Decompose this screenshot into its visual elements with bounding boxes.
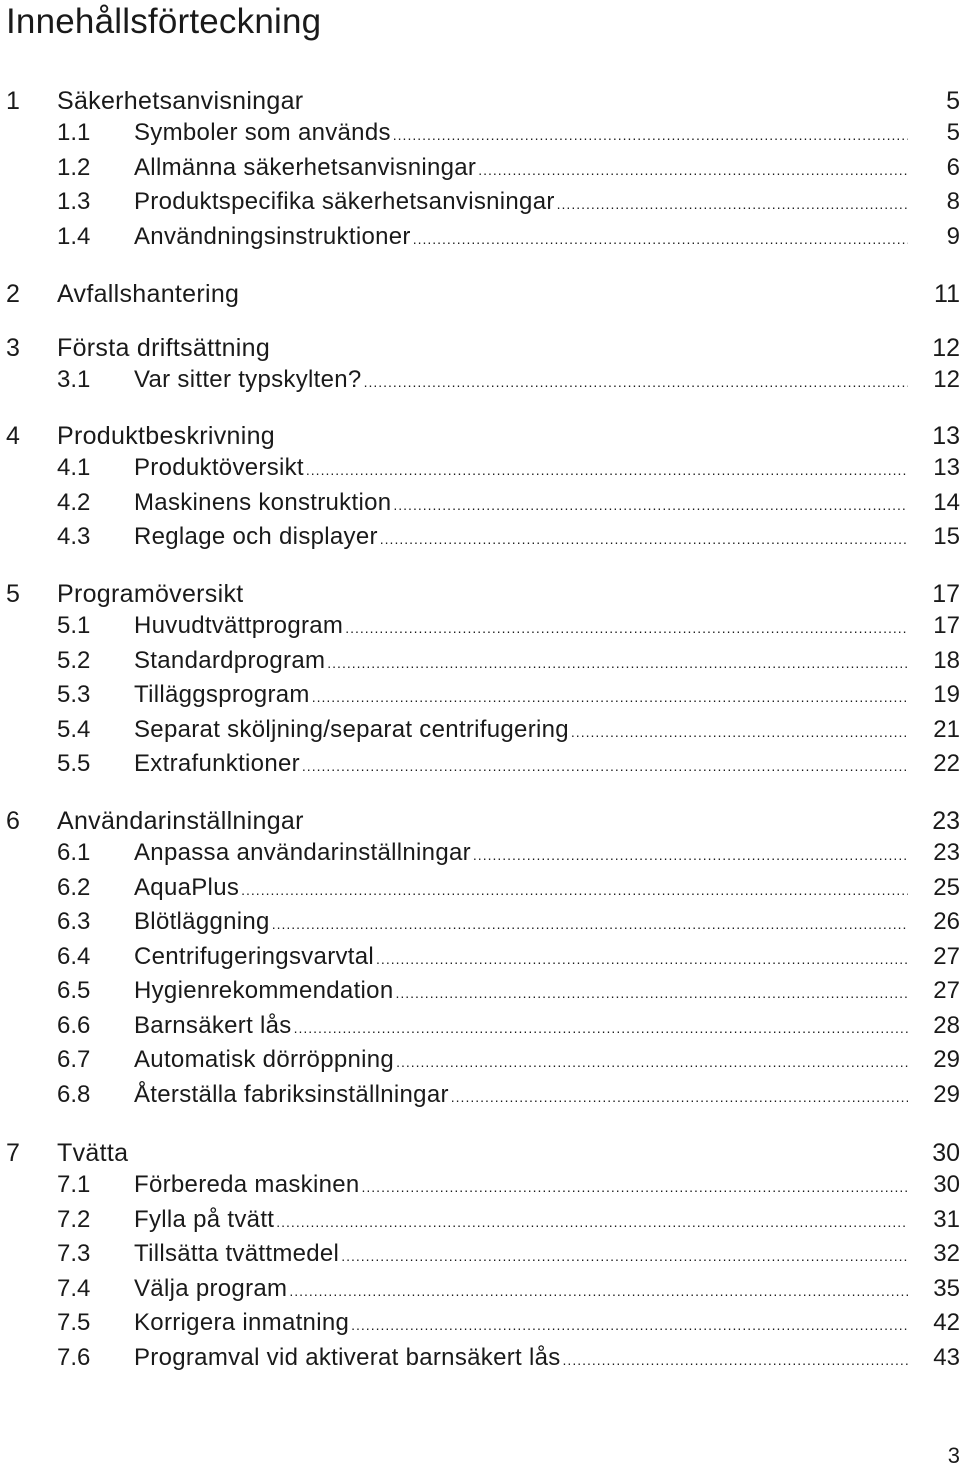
- chapter-number: 3: [6, 334, 20, 362]
- section-leader: [134, 1272, 908, 1308]
- chapter-page-number: 11: [934, 280, 960, 308]
- dot-leader: [563, 1343, 908, 1377]
- section-number: 1.1: [57, 119, 91, 146]
- toc-section-entry[interactable]: [0, 1168, 960, 1202]
- section-leader: [134, 185, 908, 221]
- chapter-title: Programöversikt: [57, 580, 244, 608]
- section-page-number: 18: [933, 646, 960, 674]
- chapter-page-number: 23: [932, 807, 960, 835]
- section-leader: [134, 609, 908, 645]
- section-title: Maskinens konstruktion: [134, 488, 392, 516]
- chapter-title: Första driftsättning: [57, 334, 271, 362]
- section-number: 7.3: [57, 1240, 91, 1267]
- section-leader: [134, 1306, 908, 1342]
- section-number: 6.4: [57, 942, 91, 970]
- section-leader: [134, 747, 908, 783]
- chapter-page-number: 12: [932, 334, 960, 362]
- section-number: 5.3: [57, 681, 91, 708]
- section-title: AquaPlus: [134, 873, 240, 901]
- toc-section-entry[interactable]: [0, 871, 960, 905]
- dot-leader: [393, 488, 908, 522]
- section-title: Programval vid aktiverat barnsäkert lås: [134, 1343, 561, 1371]
- toc-chapter-entry[interactable]: [0, 84, 960, 118]
- toc-chapter-entry[interactable]: [0, 1136, 960, 1170]
- dot-leader: [306, 453, 908, 487]
- section-number: 7.5: [57, 1309, 91, 1336]
- section-number: 6.7: [57, 1046, 91, 1073]
- toc-section-entry[interactable]: [0, 1306, 960, 1340]
- section-title: Separat sköljning/separat centrifugering: [134, 715, 569, 743]
- toc-section-entry[interactable]: [0, 836, 960, 870]
- toc-section-entry[interactable]: [0, 678, 960, 712]
- section-title: Reglage och displayer: [134, 523, 378, 550]
- section-title: Tilläggsprogram: [134, 681, 310, 708]
- section-number: 5.5: [57, 750, 91, 777]
- chapter-page-number: 5: [946, 87, 960, 115]
- dot-leader: [376, 942, 908, 976]
- page-number: 3: [947, 1443, 960, 1468]
- section-leader: [134, 974, 908, 1010]
- section-number: 1.4: [57, 222, 91, 250]
- section-page-number: 27: [933, 942, 960, 970]
- section-page-number: 25: [933, 873, 960, 901]
- section-title: Anpassa användarinställningar: [134, 839, 471, 866]
- section-page-number: 14: [933, 488, 960, 516]
- section-number: 7.4: [57, 1274, 91, 1302]
- dot-leader: [345, 611, 908, 645]
- chapter-page-number: 30: [932, 1139, 960, 1167]
- section-number: 3.1: [57, 366, 91, 393]
- chapter-page-number: 13: [932, 422, 960, 450]
- toc-section-entry[interactable]: [0, 220, 960, 254]
- section-page-number: 22: [933, 750, 960, 777]
- section-title: Hygienrekommendation: [134, 977, 394, 1004]
- section-title: Standardprogram: [134, 646, 326, 674]
- chapter-page-number: 17: [932, 580, 960, 608]
- section-number: 1.3: [57, 188, 91, 215]
- section-number: 5.4: [57, 715, 91, 743]
- toc-section-entry[interactable]: [0, 1043, 960, 1077]
- section-title: Förbereda maskinen: [134, 1171, 360, 1198]
- chapter-number: 7: [6, 1139, 20, 1167]
- section-page-number: 31: [933, 1205, 960, 1233]
- section-leader: [134, 905, 908, 941]
- section-number: 7.2: [57, 1205, 91, 1233]
- toc-section-entry[interactable]: [0, 363, 960, 397]
- dot-leader: [276, 1205, 908, 1239]
- section-leader: [134, 678, 908, 714]
- chapter-number: 2: [6, 280, 20, 308]
- dot-leader: [351, 1308, 908, 1342]
- section-leader: [134, 1078, 908, 1114]
- section-number: 6.5: [57, 977, 91, 1004]
- section-number: 4.2: [57, 488, 91, 516]
- toc-section-entry[interactable]: [0, 1203, 960, 1237]
- section-number: 6.1: [57, 839, 91, 866]
- dot-leader: [478, 153, 908, 187]
- section-leader: [134, 836, 908, 872]
- toc-section-entry[interactable]: [0, 905, 960, 939]
- section-title: Symboler som används: [134, 119, 391, 146]
- section-number: 6.3: [57, 908, 91, 935]
- section-title: Fylla på tvätt: [134, 1205, 275, 1233]
- section-title: Automatisk dörröppning: [134, 1046, 395, 1073]
- section-number: 4.1: [57, 454, 91, 481]
- section-page-number: 27: [933, 977, 960, 1004]
- toc-section-entry[interactable]: [0, 1078, 960, 1112]
- section-title: Återställa fabriksinställningar: [134, 1080, 449, 1108]
- section-leader: [134, 1237, 908, 1273]
- dot-leader: [294, 1011, 908, 1045]
- dot-leader: [312, 680, 908, 714]
- section-page-number: 8: [946, 188, 960, 215]
- toc-section-entry[interactable]: [0, 1272, 960, 1306]
- section-page-number: 26: [933, 908, 960, 935]
- toc-section-entry[interactable]: [0, 747, 960, 781]
- section-number: 5.2: [57, 646, 91, 674]
- toc-chapter-entry[interactable]: [0, 804, 960, 838]
- section-title: Huvudtvättprogram: [134, 612, 344, 639]
- toc-section-entry[interactable]: [0, 1009, 960, 1043]
- toc-section-entry[interactable]: [0, 609, 960, 643]
- dot-leader: [413, 222, 908, 256]
- section-page-number: 35: [933, 1274, 960, 1302]
- toc-section-entry[interactable]: [0, 151, 960, 185]
- dot-leader: [362, 1170, 908, 1204]
- toc-chapter-entry[interactable]: [0, 331, 960, 365]
- section-leader: [134, 220, 908, 256]
- dot-leader: [341, 1239, 908, 1273]
- section-page-number: 9: [946, 222, 960, 250]
- dot-leader: [395, 976, 908, 1010]
- chapter-title: Produktbeskrivning: [57, 422, 276, 450]
- dot-leader: [473, 838, 908, 872]
- dot-leader: [364, 365, 908, 399]
- dot-leader: [241, 873, 908, 907]
- dot-leader: [272, 907, 908, 941]
- section-title: Användningsinstruktioner: [134, 222, 411, 250]
- section-leader: [134, 1009, 908, 1045]
- section-leader: [134, 1203, 908, 1239]
- section-title: Centrifugeringsvarvtal: [134, 942, 375, 970]
- section-page-number: 5: [946, 119, 960, 146]
- toc-section-entry[interactable]: [0, 1341, 960, 1375]
- chapter-title: Användarinställningar: [57, 807, 304, 835]
- section-title: Korrigera inmatning: [134, 1309, 350, 1336]
- section-leader: [134, 940, 908, 976]
- section-page-number: 15: [933, 523, 960, 550]
- section-title: Blötläggning: [134, 908, 270, 935]
- section-leader: [134, 116, 908, 152]
- section-leader: [134, 871, 908, 907]
- chapter-number: 6: [6, 807, 20, 835]
- toc-section-entry[interactable]: [0, 1237, 960, 1271]
- toc-chapter-entry[interactable]: [0, 419, 960, 453]
- toc-section-entry[interactable]: [0, 644, 960, 678]
- section-page-number: 42: [933, 1309, 960, 1336]
- dot-leader: [557, 187, 908, 221]
- section-number: 5.1: [57, 612, 91, 639]
- section-leader: [134, 451, 908, 487]
- dot-leader: [396, 1045, 908, 1079]
- section-page-number: 12: [933, 366, 960, 393]
- section-title: Barnsäkert lås: [134, 1011, 292, 1039]
- chapter-number: 1: [6, 87, 20, 115]
- section-leader: [134, 363, 908, 399]
- section-title: Produktspecifika säkerhetsanvisningar: [134, 188, 555, 215]
- section-number: 6.6: [57, 1011, 91, 1039]
- dot-leader: [451, 1080, 908, 1114]
- chapter-number: 5: [6, 580, 20, 608]
- chapter-number: 4: [6, 422, 20, 450]
- section-leader: [134, 644, 908, 680]
- section-page-number: 17: [933, 612, 960, 639]
- toc-section-entry[interactable]: [0, 974, 960, 1008]
- section-title: Välja program: [134, 1274, 288, 1302]
- section-page-number: 19: [933, 681, 960, 708]
- section-page-number: 6: [946, 153, 960, 181]
- dot-leader: [571, 715, 908, 749]
- section-number: 7.6: [57, 1343, 91, 1371]
- chapter-title: Tvätta: [57, 1139, 129, 1167]
- toc-section-entry[interactable]: [0, 940, 960, 974]
- section-number: 1.2: [57, 153, 91, 181]
- section-page-number: 29: [933, 1046, 960, 1073]
- section-number: 4.3: [57, 523, 91, 550]
- section-page-number: 29: [933, 1080, 960, 1108]
- toc-section-entry[interactable]: [0, 451, 960, 485]
- section-leader: [134, 713, 908, 749]
- dot-leader: [327, 646, 908, 680]
- section-page-number: 28: [933, 1011, 960, 1039]
- section-title: Tillsätta tvättmedel: [134, 1240, 340, 1267]
- section-number: 6.2: [57, 873, 91, 901]
- toc-section-entry[interactable]: [0, 713, 960, 747]
- section-page-number: 32: [933, 1240, 960, 1267]
- section-page-number: 30: [933, 1171, 960, 1198]
- toc-section-entry[interactable]: [0, 486, 960, 520]
- section-number: 6.8: [57, 1080, 91, 1108]
- dot-leader: [393, 118, 908, 152]
- section-page-number: 43: [933, 1343, 960, 1371]
- chapter-title: Avfallshantering: [57, 280, 240, 308]
- section-leader: [134, 1168, 908, 1204]
- section-leader: [134, 1341, 908, 1377]
- section-title: Extrafunktioner: [134, 750, 300, 777]
- section-title: Var sitter typskylten?: [134, 366, 362, 393]
- section-leader: [134, 486, 908, 522]
- section-leader: [134, 151, 908, 187]
- toc-chapter-entry[interactable]: [0, 277, 960, 311]
- section-page-number: 23: [933, 839, 960, 866]
- dot-leader: [289, 1274, 908, 1308]
- section-leader: [134, 520, 908, 556]
- section-page-number: 13: [933, 454, 960, 481]
- section-title: Allmänna säkerhetsanvisningar: [134, 153, 477, 181]
- toc-section-entry[interactable]: [0, 185, 960, 219]
- section-page-number: 21: [933, 715, 960, 743]
- chapter-title: Säkerhetsanvisningar: [57, 87, 304, 115]
- toc-chapter-entry[interactable]: [0, 577, 960, 611]
- dot-leader: [302, 749, 908, 783]
- section-number: 7.1: [57, 1171, 91, 1198]
- section-title: Produktöversikt: [134, 454, 304, 481]
- toc-section-entry[interactable]: [0, 116, 960, 150]
- section-leader: [134, 1043, 908, 1079]
- toc-section-entry[interactable]: [0, 520, 960, 554]
- page-title: Innehållsförteckning: [6, 2, 322, 41]
- dot-leader: [380, 522, 908, 556]
